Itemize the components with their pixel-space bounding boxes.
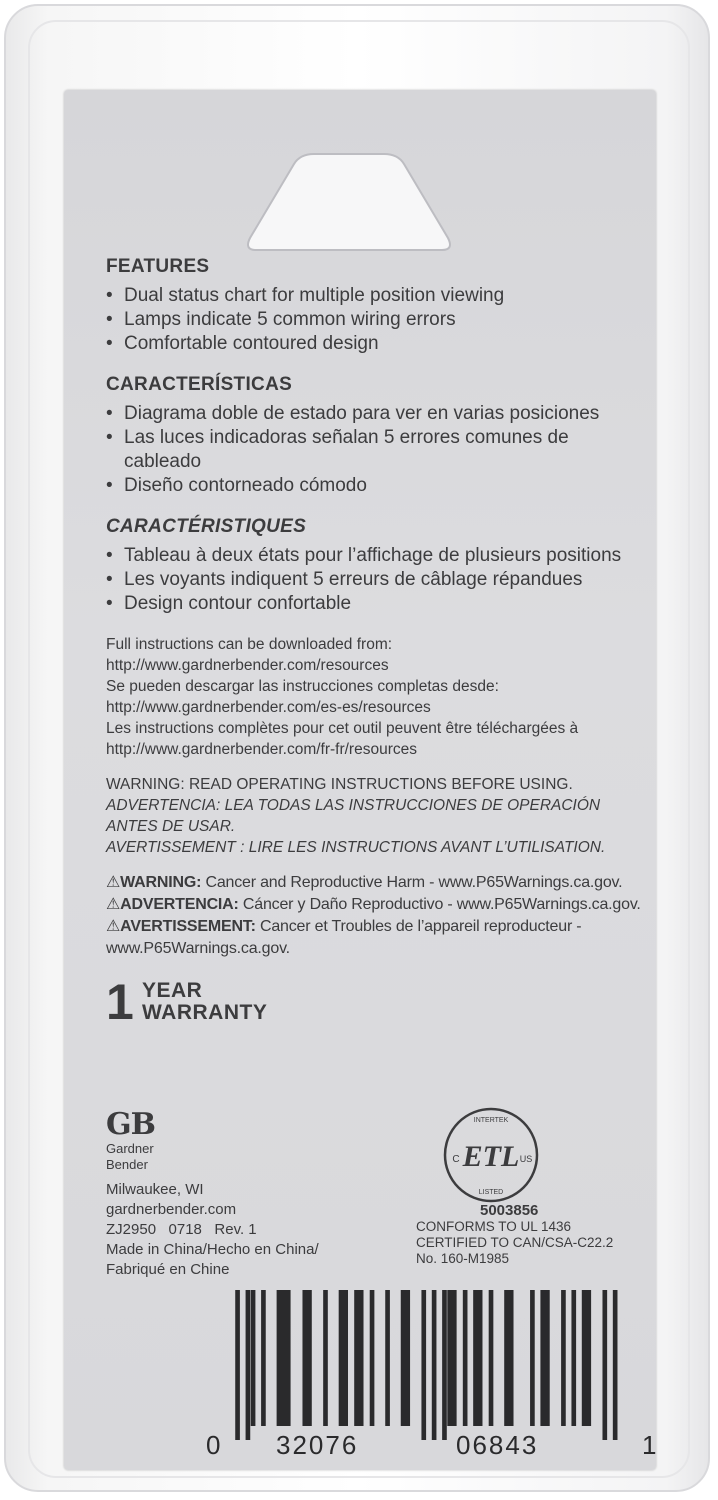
etl-listed-mark: [436, 1100, 546, 1210]
barcode-bar: [530, 1290, 535, 1426]
warranty-line2: WARRANTY: [142, 1001, 268, 1024]
warning-triangle-icon: ⚠: [106, 874, 121, 891]
barcode-right-digits: 06843: [456, 1430, 539, 1460]
barcode-bar: [504, 1290, 513, 1426]
list-item: • Les voyants indiquent 5 erreurs de câblage répandues: [106, 569, 583, 590]
cert-line1: CONFORMS TO UL 1436: [416, 1219, 572, 1234]
caracteristiques-section: [106, 516, 646, 616]
barcode-bar: [246, 1290, 251, 1440]
brand-website: gardnerbender.com: [106, 1201, 237, 1218]
list-item: • Diagrama doble de estado para ver en varias posiciones: [106, 403, 600, 424]
hang-hole: [236, 150, 462, 260]
barcode-bar: [421, 1290, 426, 1440]
prop65-en: ⚠WARNING: Cancer and Reproductive Harm - www.P65Warnings.ca.gov.: [106, 874, 623, 891]
brand-name-2: Bender: [106, 1157, 148, 1172]
package-text: [106, 256, 646, 1030]
barcode-bar: [442, 1290, 447, 1440]
certification-block: [416, 1202, 613, 1267]
etl-top-text: INTERTEK: [473, 1117, 509, 1124]
instructions-en: Full instructions can be downloaded from:: [106, 636, 393, 653]
prop65-fr: ⚠AVERTISSEMENT: Cancer et Troubles de l’appareil reproducteur -: [106, 918, 582, 935]
barcode-bar: [401, 1290, 410, 1426]
warning-fr: AVERTISSEMENT : LIRE LES INSTRUCTIONS AVANT L’UTILISATION.: [106, 839, 606, 856]
barcode-bar: [613, 1290, 618, 1440]
warranty-line1: YEAR: [142, 979, 203, 1002]
warning-en: WARNING: READ OPERATING INSTRUCTIONS BEFORE USING.: [106, 776, 573, 793]
barcode-lead-digit: 0: [206, 1430, 223, 1460]
warranty-badge: [106, 974, 646, 1030]
barcode-bar: [261, 1290, 266, 1426]
instructions-es-url: http://www.gardnerbender.com/es-es/resources: [106, 699, 431, 716]
barcode-bar: [582, 1290, 591, 1426]
list-item: • Las luces indicadoras señalan 5 errores comunes de cableado: [106, 427, 569, 472]
list-item: • Comfortable contoured design: [106, 333, 379, 354]
caracteristicas-section: [106, 374, 646, 498]
barcode-bar: [302, 1290, 311, 1426]
barcode-bar: [489, 1290, 494, 1426]
list-item: • Dual status chart for multiple position viewing: [106, 285, 505, 306]
etl-us-text: US: [519, 1154, 533, 1164]
prop65-es: ⚠ADVERTENCIA: Cáncer y Daño Reproductivo - www.P65Warnings.ca.gov.: [106, 896, 641, 913]
warning-es-2: ANTES DE USAR.: [106, 818, 236, 835]
barcode-bar: [251, 1290, 256, 1426]
upc-barcode: [232, 1290, 622, 1440]
barcode-bar: [447, 1290, 456, 1426]
barcode-bar: [463, 1290, 468, 1426]
barcode-bar: [602, 1290, 607, 1440]
instructions-fr: Les instructions complètes pour cet outil peuvent être téléchargées à: [106, 720, 579, 737]
barcode-bar: [235, 1290, 240, 1440]
barcode-bar: [561, 1290, 566, 1426]
cert-line2: CERTIFIED TO CAN/CSA-C22.2: [416, 1235, 614, 1250]
barcode-bar: [339, 1290, 348, 1426]
gb-logo: GB: [106, 1107, 155, 1142]
prop65-fr-2: www.P65Warnings.ca.gov.: [106, 940, 290, 957]
barcode-left-digits: 32076: [276, 1430, 359, 1460]
instructions-en-url: http://www.gardnerbender.com/resources: [106, 657, 389, 674]
list-item: • Lamps indicate 5 common wiring errors: [106, 309, 456, 330]
warning-triangle-icon: ⚠: [106, 918, 121, 935]
operating-warning-block: [106, 774, 646, 858]
caracteristiques-heading: CARACTÉRISTIQUES: [106, 516, 307, 537]
brand-origin-1: Made in China/Hecho en China/: [106, 1241, 319, 1258]
barcode-bar: [277, 1290, 291, 1426]
warning-triangle-icon: ⚠: [106, 896, 121, 913]
barcode-check-digit: 1: [642, 1430, 659, 1460]
instructions-block: [106, 634, 646, 760]
barcode-bar: [323, 1290, 328, 1426]
cert-line3: No. 160-M1985: [416, 1251, 510, 1266]
cert-number: 5003856: [480, 1202, 539, 1219]
warranty-number: 1: [106, 974, 134, 1030]
brand-part: ZJ2950 0718 Rev. 1: [106, 1221, 257, 1238]
brand-block: [106, 1107, 319, 1280]
barcode-bar: [370, 1290, 375, 1426]
list-item: • Design contour confortable: [106, 593, 352, 614]
warning-es-1: ADVERTENCIA: LEA TODAS LAS INSTRUCCIONES DE OPERACIÓN: [106, 797, 601, 814]
instructions-fr-url: http://www.gardnerbender.com/fr-fr/resources: [106, 741, 417, 758]
caracteristicas-heading: CARACTERÍSTICAS: [106, 374, 293, 395]
etl-main-text: ETL: [462, 1140, 520, 1173]
brand-name-1: Gardner: [106, 1141, 154, 1156]
list-item: • Diseño contorneado cómodo: [106, 475, 367, 496]
etl-c-text: C: [452, 1154, 460, 1165]
barcode-bar: [354, 1290, 363, 1426]
list-item: • Tableau à deux états pour l’affichage de plusieurs positions: [106, 545, 622, 566]
features-section: [106, 256, 646, 356]
prop65-block: [106, 872, 646, 960]
barcode-bar: [571, 1290, 576, 1426]
brand-origin-2: Fabriqué en Chine: [106, 1261, 230, 1278]
barcode-bar: [432, 1290, 437, 1440]
barcode-bar: [540, 1290, 549, 1426]
barcode-bar: [385, 1290, 390, 1426]
features-heading: FEATURES: [106, 256, 210, 277]
package-card: [64, 90, 659, 1470]
instructions-es: Se pueden descargar las instrucciones completas desde:: [106, 678, 499, 695]
barcode-bar: [473, 1290, 482, 1426]
etl-bottom-text: LISTED: [478, 1189, 504, 1196]
brand-city: Milwaukee, WI: [106, 1181, 204, 1198]
